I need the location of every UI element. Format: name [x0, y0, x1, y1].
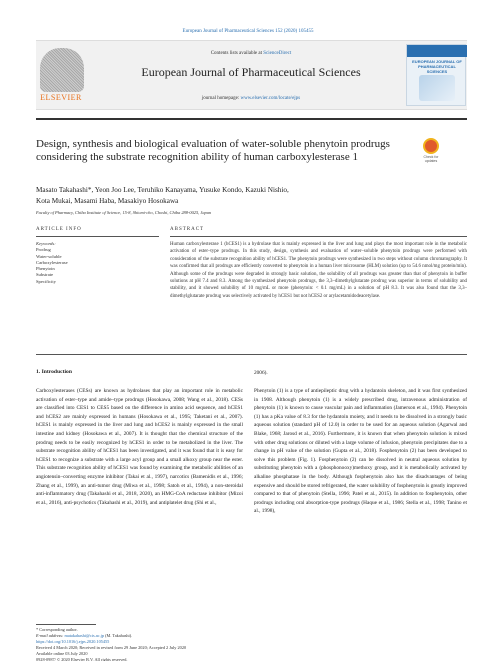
available-online: Available online 03 July 2020	[36, 650, 88, 656]
homepage-link[interactable]: www.elsevier.com/locate/ejps	[240, 96, 301, 101]
article-info-rule	[36, 236, 159, 237]
crossmark-badge[interactable]	[420, 138, 442, 162]
abstract-text: Human carboxylesterase 1 (hCES1) is a hydrolase that is mainly expressed in the liver and lung and plays the most important role in the metabolic activation of ester–type prodrugs. In this study, design, synthesis and evaluation of water–soluble phenytoin prodrugs were performed with consideration of the substrate recognition ability of hCES1. The phenytoin prodrugs were synthesized in two steps without column chromatography. It was confirmed that all prodrugs are efficiently converted to phenytoin in a human liver microsome (HLM) solution (up to 54.6 nmol/mg protein/min). Although some of the prodrugs were degraded in strongly basic solution, the solubility of all prodrugs was greater than that of phenytoin in buffer solutions at pH 7.4 and 8.3. Among the synthesized phenytoin prodrugs, the 3,3–dimethylglutarate prodrug was superior in terms of solubility and stability, and it showed solubility of 10 mg/mL or more (phenytoin: < 0.1 mg/mL) in a solution of pH 8.3. It was also found that the 3,3–dimethylglutarate prodrug was selectively activated by hCES1 but not hCES2 or arylacetamidodeacetylase.	[170, 242, 467, 299]
keyword-item: Carboxylesterase	[36, 259, 68, 265]
journal-reference[interactable]: European Journal of Pharmaceutical Sciences 152 (2020) 105455	[182, 29, 314, 34]
corresponding-author-note: * Corresponding author.	[36, 627, 78, 632]
homepage-line	[96, 96, 406, 101]
author-list	[36, 185, 436, 207]
homepage-prefix: journal homepage:	[201, 96, 241, 101]
keyword-item: Water-soluble	[36, 253, 62, 259]
journal-title[interactable]: European Journal of Pharmaceutical Sciences	[141, 65, 361, 79]
contents-line	[96, 51, 406, 56]
keyword-item: Substrate	[36, 272, 54, 278]
received-dates: Received 4 March 2020; Received in revised form 29 June 2020; Accepted 2 July 2020	[36, 644, 187, 650]
authors-line-2[interactable]: Kota Mukai, Masami Haba, Masakiyo Hosokawa	[36, 197, 179, 205]
abstract-heading: ABSTRACT	[170, 227, 205, 232]
keywords-label: Keywords:	[36, 241, 56, 246]
affiliation: Faculty of Pharmacy, Chiba Institute of Science, 15-8, Shiomi-cho, Choshi, Chiba 288-0025, Japan	[36, 210, 212, 215]
cover-title: EUROPEAN JOURNAL OF PHARMACEUTICAL SCIENCES	[412, 59, 462, 74]
crossmark-icon	[423, 138, 439, 154]
email-label: E-mail address:	[36, 632, 65, 638]
right-column-continuation: 2006).	[254, 370, 268, 376]
crossmark-label: Check for updates	[423, 155, 439, 163]
footnote-rule	[36, 624, 96, 625]
email-suffix: (M. Takahashi).	[104, 632, 133, 638]
header-rule	[36, 118, 467, 120]
elsevier-logo[interactable]	[32, 48, 90, 104]
article-title: Design, synthesis and biological evaluation of water-soluble phenytoin prodrugs considering the substrate recognition ability of human carboxylesterase 1	[36, 138, 390, 163]
authors-line-1[interactable]: Masato Takahashi*, Yeon Joo Lee, Teruhiko Kanayama, Yusuke Kondo, Kazuki Nishio,	[36, 186, 289, 194]
cover-band	[407, 45, 467, 57]
cover-art	[419, 75, 455, 101]
copyright-line: 0928-0987/ © 2020 Elsevier B.V. All rights reserved.	[36, 656, 128, 661]
footnotes	[36, 627, 467, 661]
doi-link[interactable]: https://doi.org/10.1016/j.ejps.2020.105455	[36, 638, 110, 644]
contents-prefix: Contents lists available at	[210, 51, 264, 56]
journal-cover-thumbnail[interactable]	[406, 44, 466, 106]
keyword-item: Phenytoin	[36, 266, 55, 272]
introduction-right-column: Phenytoin (1) is a type of antiepileptic drug with a hydantoin skeleton, and it was first synthesized in 1908. Although phenytoin (1) is a widely prescribed drug, intravenous administration of phenytoin (1) is known to cause vascular pain and inflammation (Jamerson et al., 1994). Phenytoin (1) has a pKa value of 8.3 for the hydantoin moiety, and it needs to be dissolved in a strongly basic aqueous solution (standard pH of 12.0) in order to be used for an aqueous solution (Agarwal and Blake, 1968; Jarosd et al., 2016). Furthermore, it is known that when phenytoin solution is mixed with other drug solutions or diluted with a large volume of infusion, phenytoin precipitates due to a change in pH value of the solution (Gupta et al., 2018). Fosphenytoin (2) has been developed to solve this problem (Fig. 1). Fosphenytoin (2) can be dissolved in neutral aqueous solution by substituting phenytoin with a (phosphonooxy)methoxy group, and it is metabolically activated by alkaline phosphatase in the body. Although fosphenytoin also has the disadvantages of being expensive and should be stored refrigerated, the water solubility of fosphenytoin is greatly improved compared to that of phenytoin (Stella, 1996; Patel et al., 2015). In addition to fosphenytoin, other prodrugs including oral absorption-type prodrugs (Haque et al., 1986; Stella et al., 1998; Tanino et al., 1998),	[254, 388, 467, 515]
keyword-item: Prodrug	[36, 247, 51, 253]
introduction-left-column: Carboxylesterases (CESs) are known as hydrolases that play an important role in metabolic activation of ester–type and amide–type prodrugs (Hosokawa, 2008; Wang et al., 2018). CESs are classified into CES1 to CES5 based on the difference in amino acid sequence, and hCES1 and hCES2 are mainly expressed in humans (Hosokawa et al., 1995; Taketani et al., 2007). hCES1 is mainly expressed in the liver and lung and hCES2 is mainly expressed in the small intestine and kidney (Hosokawa et al., 2007). It is thought that the chemical structure of the prodrug needs to be easily recognized by hCES1 in order to be metabolized in the liver. The substrate recognition ability of hCES1 has been investigated, and it was found that it is easy for hCES1 to recognize a substrate with a large acyl group and a small alkoxy group near the ester. This substrate recognition ability of hCES1 was found by examining the metabolic abilities of an angiotensin–converting enzyme inhibitor (Takai et al., 1997), narcotics (Bamenidis et al., 1996; Zhang et al., 1999), an anti-tumor drug (Miwa et al., 1998; Satoh et al., 1994), a non-steroidal anti-inflammatory drug (Takahashi et al., 2018, 2020), an HMG-CoA reductase inhibitor (Mizoi et al., 2016), anti-psychotics (Takahashi et al., 2019), and antiplatelet drug (Shi et al.,	[36, 388, 243, 506]
elsevier-tree-icon	[40, 48, 84, 92]
publisher-name: ELSEVIER	[40, 93, 82, 102]
keywords-block	[36, 241, 159, 285]
keyword-item: Specificity	[36, 278, 56, 284]
sciencedirect-link[interactable]: ScienceDirect	[263, 51, 292, 56]
abstract-bottom-rule	[36, 354, 467, 355]
article-info-heading: ARTICLE INFO	[36, 227, 82, 232]
introduction-heading: 1. Introduction	[36, 369, 72, 375]
email-link[interactable]: matakahashi@cis.ac.jp	[64, 632, 104, 638]
abstract-rule	[170, 236, 467, 237]
